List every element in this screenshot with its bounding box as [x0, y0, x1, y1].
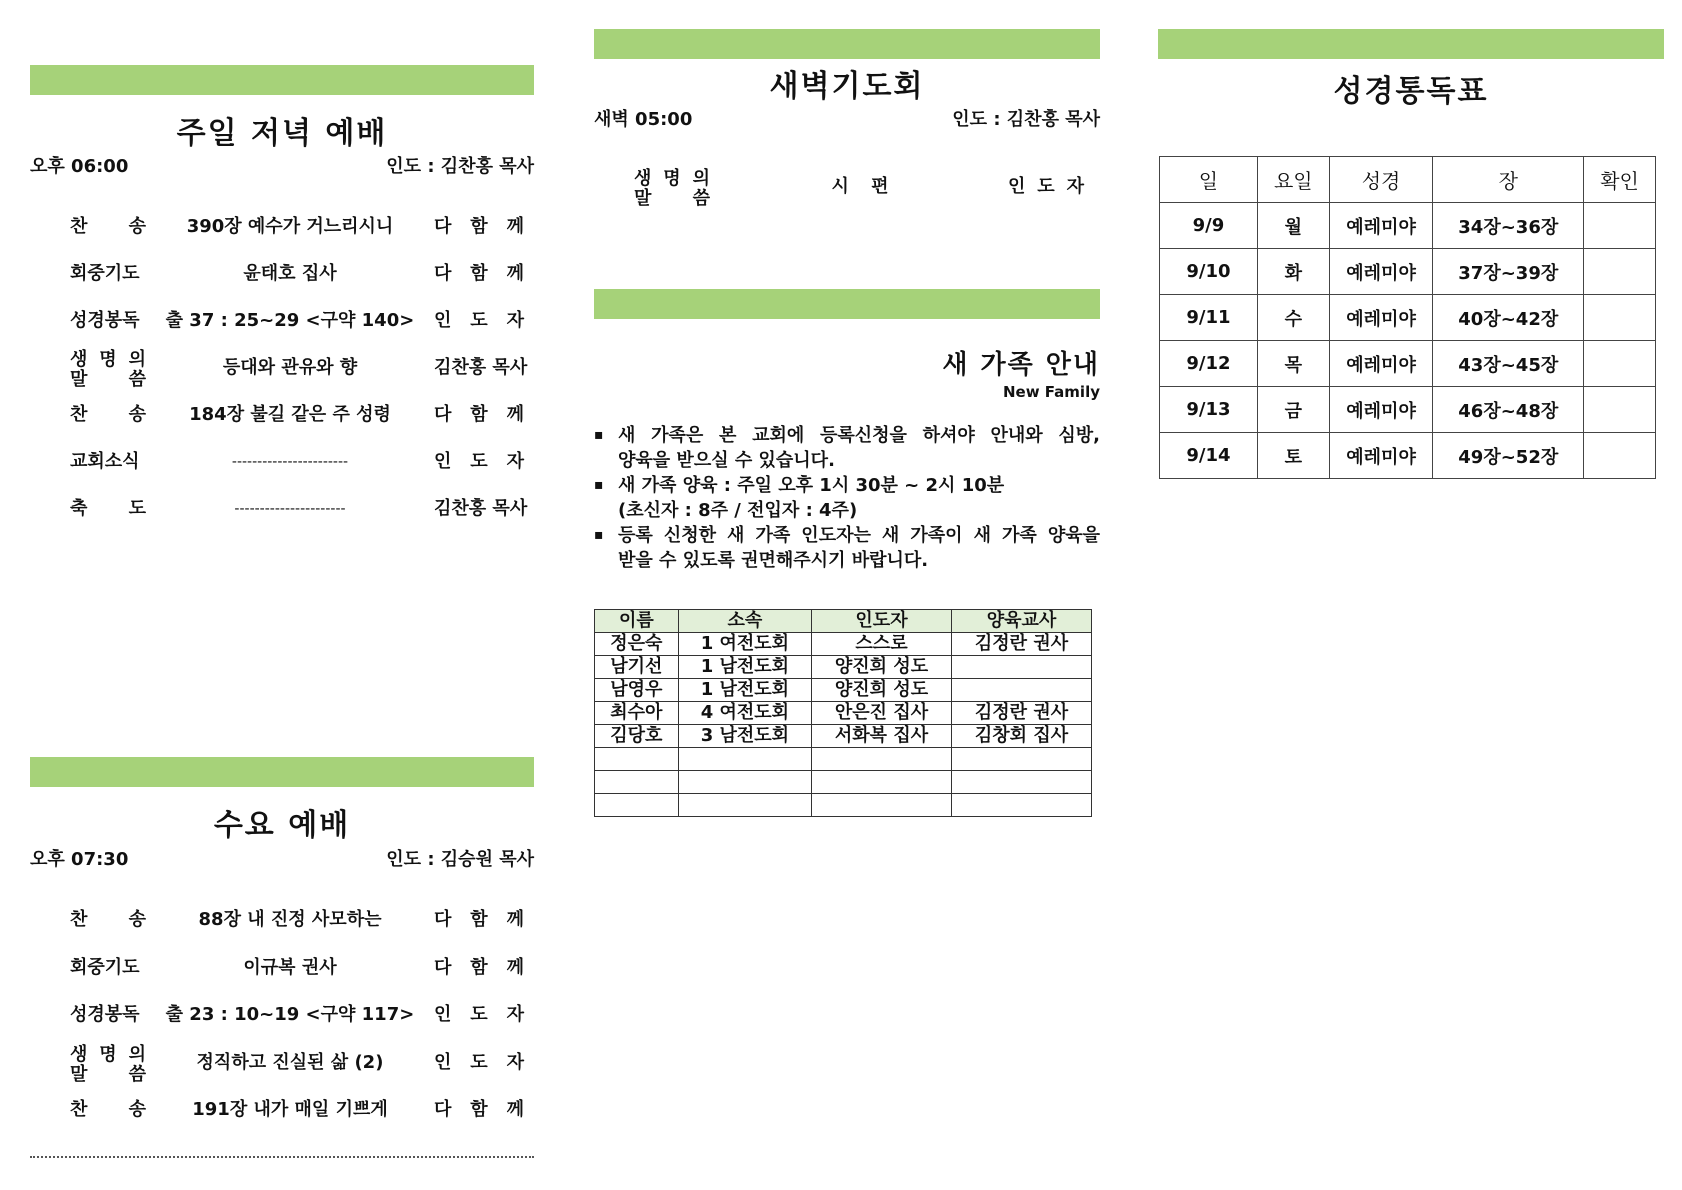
table-cell: 월: [1257, 203, 1329, 249]
table-cell: [678, 771, 811, 794]
table-cell: [595, 794, 679, 817]
table-cell: 수: [1257, 295, 1329, 341]
table-cell: 예레미야: [1329, 249, 1433, 295]
wednesday-leader: 인도 : 김승원 목사: [386, 849, 534, 870]
row-content: 정직하고 진실된 삶 (2): [196, 1051, 384, 1073]
table-cell: 9/12: [1160, 341, 1258, 387]
divider: [30, 1156, 534, 1158]
table-cell: 목: [1257, 341, 1329, 387]
row-content: 시 편: [831, 176, 897, 197]
table-cell: 9/11: [1160, 295, 1258, 341]
table-cell: [595, 771, 679, 794]
table-cell: [812, 794, 952, 817]
table-cell: [952, 679, 1092, 702]
table-cell: 스스로: [812, 633, 952, 656]
table-row: [595, 748, 1092, 771]
check-cell[interactable]: [1584, 295, 1656, 341]
order-row: [70, 1090, 524, 1130]
table-cell: 49장~52장: [1433, 433, 1584, 479]
row-label-top: 생 명 의: [634, 168, 710, 189]
row-by: 다 함 께: [434, 909, 524, 930]
row-label: 찬 송: [70, 1099, 146, 1120]
row-content: ----------------------: [234, 501, 346, 517]
table-cell: 34장~36장: [1433, 203, 1584, 249]
order-row: [70, 207, 524, 247]
table-header-row: [595, 610, 1092, 633]
row-by: 다 함 께: [434, 263, 524, 284]
row-label: 회중기도: [70, 956, 140, 978]
table-cell: [595, 748, 679, 771]
table-row: [1160, 433, 1656, 479]
order-row: [70, 900, 524, 940]
row-label: 찬 송: [70, 909, 146, 930]
column-header: 소속: [678, 610, 811, 633]
table-cell: 김창회 집사: [952, 725, 1092, 748]
table-row: [1160, 295, 1656, 341]
new-family-title: 새 가족 안내: [942, 350, 1100, 380]
row-label-top: 생 명 의: [70, 349, 146, 370]
green-header-bar: [30, 757, 534, 787]
order-row: [70, 948, 524, 988]
list-item: [594, 423, 1100, 473]
table-row: [595, 633, 1092, 656]
table-cell: 4 여전도회: [678, 702, 811, 725]
table-cell: 40장~42장: [1433, 295, 1584, 341]
check-cell[interactable]: [1584, 433, 1656, 479]
table-cell: 예레미야: [1329, 295, 1433, 341]
row-label: 찬 송: [70, 404, 146, 425]
row-by: 김찬홍 목사: [434, 357, 528, 378]
table-cell: 46장~48장: [1433, 387, 1584, 433]
dawn-title: 새벽기도회: [769, 69, 925, 104]
row-by: 김찬홍 목사: [434, 498, 528, 519]
row-content: 출 23 : 10~19 <구약 117>: [165, 1004, 415, 1025]
row-label: [634, 169, 710, 209]
table-cell: 예레미야: [1329, 433, 1433, 479]
row-content: 윤태호 집사: [243, 263, 337, 284]
order-row: [70, 395, 524, 435]
row-label-bottom: 말 씀: [70, 369, 146, 390]
row-label: 성경봉독: [70, 1004, 140, 1025]
table-cell: [678, 748, 811, 771]
row-by: 인 도 자: [434, 1051, 524, 1073]
table-cell: 양진희 성도: [812, 679, 952, 702]
row-label: [70, 350, 146, 390]
table-cell: 1 여전도회: [678, 633, 811, 656]
sunday-evening-leader: 인도 : 김찬홍 목사: [386, 156, 534, 177]
order-row: [70, 301, 524, 341]
row-label: 성경봉독: [70, 310, 140, 331]
order-row: [70, 1043, 524, 1083]
check-cell[interactable]: [1584, 203, 1656, 249]
table-cell: [952, 748, 1092, 771]
table-cell: 최수아: [595, 702, 679, 725]
bible-reading-title: 성경통독표: [1333, 74, 1489, 109]
table-row: [1160, 341, 1656, 387]
table-row: [595, 679, 1092, 702]
check-cell[interactable]: [1584, 249, 1656, 295]
table-cell: 3 남전도회: [678, 725, 811, 748]
table-cell: 금: [1257, 387, 1329, 433]
column-header: 장: [1433, 157, 1584, 203]
column-header: 양육교사: [952, 610, 1092, 633]
table-cell: 43장~45장: [1433, 341, 1584, 387]
table-cell: 김정란 권사: [952, 702, 1092, 725]
row-label: 찬 송: [70, 216, 146, 237]
green-header-bar: [30, 65, 534, 95]
row-by: 다 함 께: [434, 216, 524, 237]
dawn-leader: 인도 : 김찬홍 목사: [952, 109, 1100, 130]
row-label: 축 도: [70, 498, 146, 519]
row-label: 회중기도: [70, 263, 140, 284]
row-label-bottom: 말 씀: [634, 188, 710, 209]
table-row: [1160, 203, 1656, 249]
column-header: 확인: [1584, 157, 1656, 203]
row-content: -----------------------: [231, 454, 349, 470]
bible-reading-table: [1159, 156, 1656, 479]
table-row: [595, 725, 1092, 748]
sunday-evening-time: 오후 06:00: [30, 156, 129, 177]
table-cell: 정은숙: [595, 633, 679, 656]
row-content: 390장 예수가 거느리시니: [186, 216, 394, 237]
row-content: 등대와 관유와 향: [222, 357, 358, 378]
bullet-line: 받을 수 있도록 권면해주시기 바랍니다.: [618, 550, 929, 571]
row-by: 다 함 께: [434, 956, 524, 978]
table-cell: 화: [1257, 249, 1329, 295]
row-content: 184장 불길 같은 주 성령: [189, 404, 391, 425]
table-cell: 양진희 성도: [812, 656, 952, 679]
column-header: 성경: [1329, 157, 1433, 203]
table-cell: [952, 771, 1092, 794]
green-header-bar: [594, 29, 1100, 59]
table-cell: 9/9: [1160, 203, 1258, 249]
row-by: 인 도 자: [434, 310, 524, 331]
table-row: [1160, 387, 1656, 433]
new-family-subtitle: New Family: [1003, 383, 1100, 401]
table-row: [1160, 249, 1656, 295]
row-content: 88장 내 진정 사모하는: [198, 909, 382, 930]
table-cell: 9/10: [1160, 249, 1258, 295]
table-cell: 남기선: [595, 656, 679, 679]
sunday-evening-title: 주일 저녁 예배: [176, 116, 388, 151]
table-cell: 토: [1257, 433, 1329, 479]
order-row: [70, 442, 524, 482]
order-row: [70, 489, 528, 529]
table-cell: [812, 771, 952, 794]
table-cell: 김당호: [595, 725, 679, 748]
list-item: [594, 523, 1100, 573]
column-header: 인도자: [812, 610, 952, 633]
column-header: 일: [1160, 157, 1258, 203]
table-cell: 예레미야: [1329, 341, 1433, 387]
table-cell: 서화복 집사: [812, 725, 952, 748]
table-row: [595, 771, 1092, 794]
table-cell: [812, 748, 952, 771]
table-cell: 김정란 권사: [952, 633, 1092, 656]
table-cell: 9/13: [1160, 387, 1258, 433]
row-by: 다 함 께: [434, 1099, 524, 1120]
table-cell: 37장~39장: [1433, 249, 1584, 295]
check-cell[interactable]: [1584, 341, 1656, 387]
bullet-line: ▪ 새 가족 양육 : 주일 오후 1시 30분 ~ 2시 10분: [618, 475, 1005, 496]
dawn-sermon-row: [634, 167, 1084, 207]
new-family-table: [594, 609, 1092, 817]
row-by: 인 도 자: [434, 1004, 524, 1025]
table-row: [595, 794, 1092, 817]
table-cell: [952, 794, 1092, 817]
table-cell: 안은진 집사: [812, 702, 952, 725]
table-cell: 예레미야: [1329, 203, 1433, 249]
table-header-row: [1160, 157, 1656, 203]
row-label: 교회소식: [70, 451, 140, 472]
wednesday-title: 수요 예배: [213, 808, 351, 843]
new-family-guidelines: [594, 423, 1100, 573]
table-cell: [678, 794, 811, 817]
row-by: 인 도 자: [434, 451, 524, 472]
order-row: [70, 254, 524, 294]
wednesday-time: 오후 07:30: [30, 849, 129, 870]
bullet-line: ▪ 등록 신청한 새 가족 인도자는 새 가족이 새 가족 양육을: [618, 525, 1100, 546]
table-cell: 1 남전도회: [678, 656, 811, 679]
dawn-time: 새벽 05:00: [594, 109, 693, 130]
row-label-bottom: 말 씀: [70, 1063, 146, 1085]
row-label: [70, 1045, 146, 1085]
green-header-bar: [1158, 29, 1664, 59]
table-row: [595, 656, 1092, 679]
table-cell: 1 남전도회: [678, 679, 811, 702]
table-cell: [952, 656, 1092, 679]
green-header-bar: [594, 289, 1100, 319]
order-row: [70, 995, 524, 1035]
table-row: [595, 702, 1092, 725]
row-content: 이규복 권사: [243, 956, 337, 978]
order-row: [70, 348, 528, 390]
list-item: [594, 473, 1100, 523]
column-header: 요일: [1257, 157, 1329, 203]
row-content: 출 37 : 25~29 <구약 140>: [165, 310, 415, 331]
table-cell: 9/14: [1160, 433, 1258, 479]
bullet-line: (초신자 : 8주 / 전입자 : 4주): [618, 500, 858, 521]
table-cell: 예레미야: [1329, 387, 1433, 433]
bullet-line: 양육을 받으실 수 있습니다.: [618, 450, 835, 471]
row-label-top: 생 명 의: [70, 1043, 146, 1065]
row-content: 191장 내가 매일 기쁘게: [192, 1099, 388, 1120]
table-cell: 남영우: [595, 679, 679, 702]
row-by: 인 도 자: [1008, 176, 1084, 197]
check-cell[interactable]: [1584, 387, 1656, 433]
bullet-line: ▪ 새 가족은 본 교회에 등록신청을 하셔야 안내와 심방,: [618, 425, 1100, 446]
row-by: 다 함 께: [434, 404, 524, 425]
column-header: 이름: [595, 610, 679, 633]
